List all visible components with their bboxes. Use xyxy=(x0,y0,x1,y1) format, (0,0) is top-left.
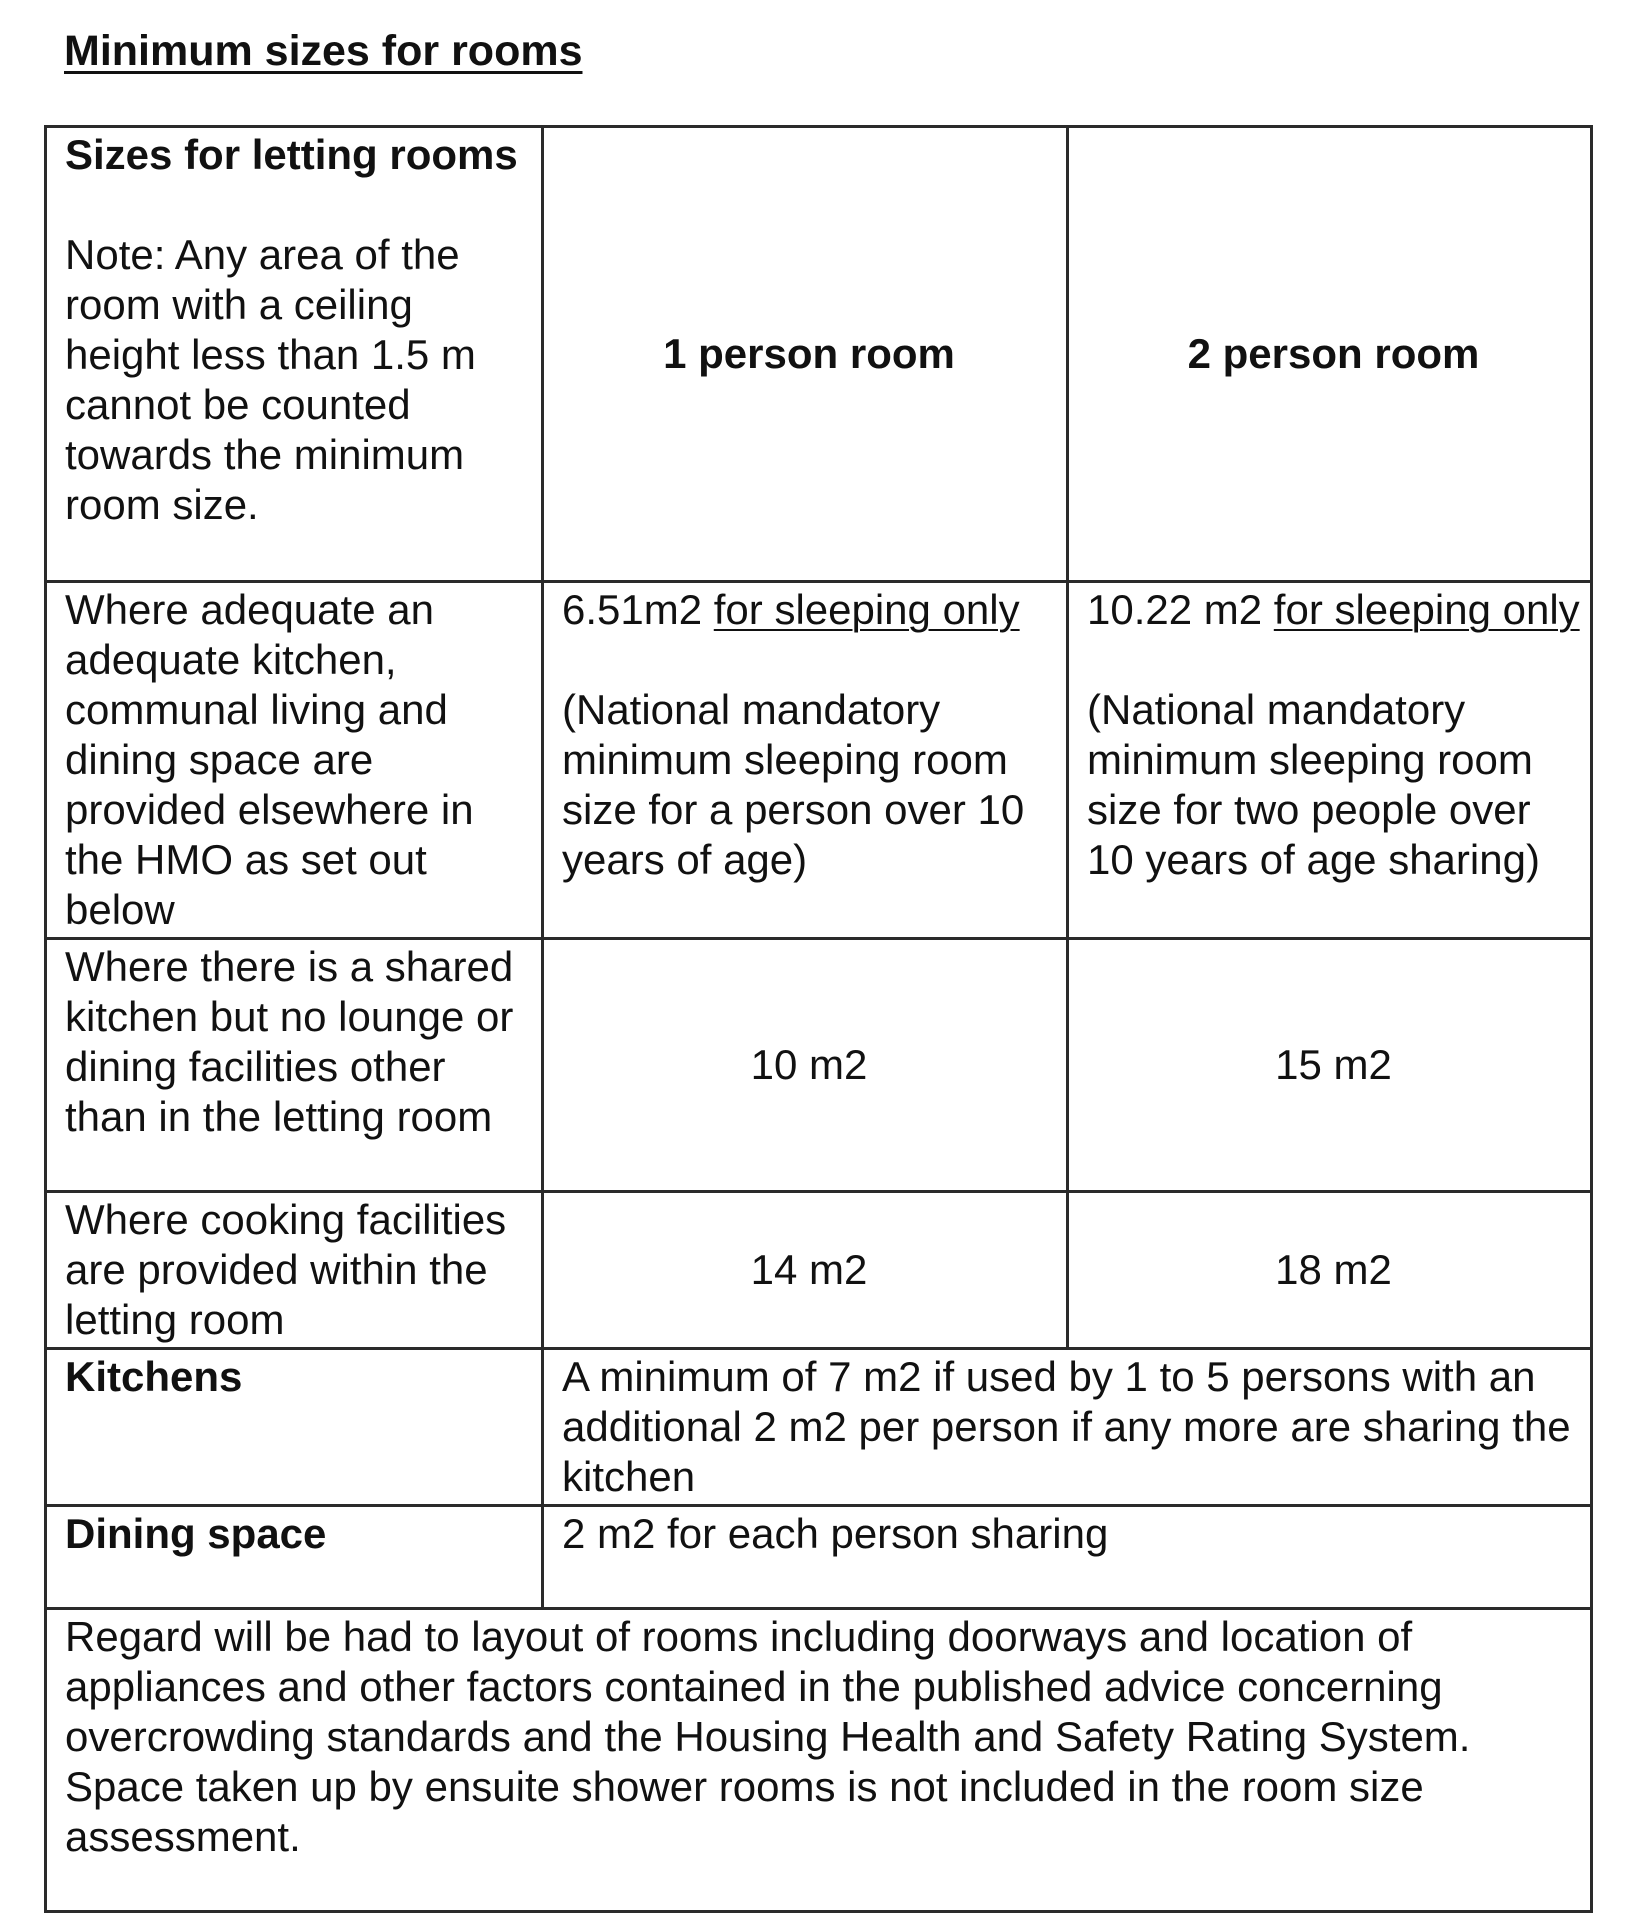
footer-note: Regard will be had to layout of rooms including doorways and location of appliances and other factors contained in the published advice concerning overcrowding standards and the Housing Health and Safety Rating System. Space taken up by ensuite shower rooms is not included in the room size assessment. xyxy=(46,1609,1592,1912)
table-row xyxy=(46,1192,1592,1349)
row-label: Kitchens xyxy=(46,1349,543,1506)
cell-one-person: 14 m2 xyxy=(543,1192,1068,1349)
page-title: Minimum sizes for rooms xyxy=(64,27,583,75)
cell-two-person: 15 m2 xyxy=(1068,939,1592,1192)
cell-qualifier: for sleeping only xyxy=(713,586,1020,633)
table-header-row xyxy=(46,127,1592,582)
row-label: Where there is a shared kitchen but no lounge or dining facilities other than in the letting room xyxy=(46,939,543,1192)
header-note: Note: Any area of the room with a ceiling height less than 1.5 m cannot be counted towards the minimum room size. xyxy=(65,231,476,528)
cell-two-person: 18 m2 xyxy=(1068,1192,1592,1349)
cell-note: (National mandatory minimum sleeping room size for two people over 10 years of age sharing) xyxy=(1087,686,1540,883)
cell-value: 6.51m2 xyxy=(562,586,703,633)
header-label-cell xyxy=(46,127,543,582)
cell-two-person xyxy=(1068,582,1592,939)
table-row xyxy=(46,1506,1592,1609)
header-label: Sizes for letting rooms xyxy=(65,131,518,178)
table-row xyxy=(46,939,1592,1192)
table-row xyxy=(46,1349,1592,1506)
cell-value: 10.22 m2 xyxy=(1087,586,1263,633)
cell-one-person xyxy=(543,582,1068,939)
cell-one-person: 10 m2 xyxy=(543,939,1068,1192)
row-label: Where cooking facilities are provided within the letting room xyxy=(46,1192,543,1349)
row-label: Dining space xyxy=(46,1506,543,1609)
room-sizes-table xyxy=(44,125,1593,1913)
table-row xyxy=(46,582,1592,939)
cell-note: (National mandatory minimum sleeping room size for a person over 10 years of age) xyxy=(562,686,1025,883)
row-label: Where adequate an adequate kitchen, communal living and dining space are provided elsewhere in the HMO as set out below xyxy=(46,582,543,939)
header-one-person: 1 person room xyxy=(543,127,1068,582)
cell-qualifier: for sleeping only xyxy=(1273,586,1580,633)
header-two-person: 2 person room xyxy=(1068,127,1592,582)
cell-dining-value: 2 m2 for each person sharing xyxy=(543,1506,1592,1609)
cell-kitchens-value: A minimum of 7 m2 if used by 1 to 5 persons with an additional 2 m2 per person if any more are sharing the kitchen xyxy=(543,1349,1592,1506)
table-footer-row xyxy=(46,1609,1592,1912)
